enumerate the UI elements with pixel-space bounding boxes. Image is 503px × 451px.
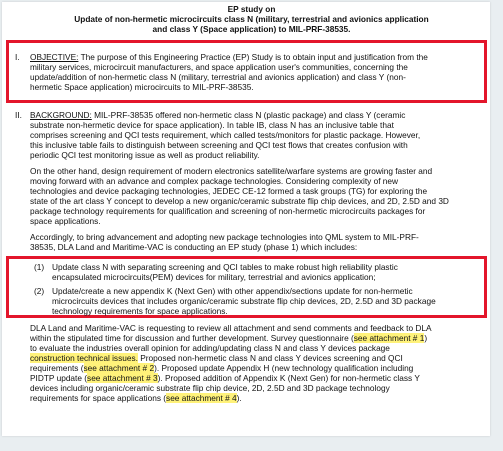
item-2-line-2: microcircuits devices that includes organic/ceramic substrate flip chip devices, 2D, 2.5D and 3D package [52, 296, 436, 306]
background-line-1: BACKGROUND: MIL-PRF-38535 offered non-hermetic class N (plastic package) and class Y (ceramic [30, 110, 406, 120]
closing-line-4: construction technical issues. Proposed non-hermetic class N and class Y devices screening and QCI [30, 353, 403, 363]
closing-line-8: requirements for space applications (see attachment # 4). [30, 393, 242, 403]
background-heading: BACKGROUND: [30, 110, 92, 120]
background-p3-line-1: Accordingly, to bring advancement and adopting new package technologies into QML system to MIL-PRF- [30, 232, 419, 242]
attachment-4-ref: see attachment # 4 [166, 393, 237, 403]
closing-line-1: DLA Land and Maritime-VAC is requesting to review all attachment and send comments and feedback to DLA [30, 323, 432, 333]
background-line-3: comprises screening and QCI tests requirement, which called tests/monitors for plastic package. However, [30, 130, 421, 140]
background-line-5: periodic QCI test monitoring issue as well as product reliability. [30, 150, 260, 160]
objective-line-3: update/addition of non-hermetic class N (military, terrestrial and avionics application) and class Y (non- [30, 72, 406, 82]
background-p2-line-2: moving forward with an advance and complex package technologies. Considering complexity of new [30, 176, 399, 186]
attachment-3-ref: see attachment # 3 [87, 373, 158, 383]
background-numeral: II. [15, 110, 22, 120]
background-line-4: this inclusive table fails to distinguish between screening and QCI test flows that creates confusion with [30, 140, 408, 150]
item-2-number: (2) [34, 286, 45, 296]
objective-line-2: military services, microcircuit manufacturers, and space application user's communities, concerning the [30, 62, 408, 72]
objective-heading: OBJECTIVE: [30, 52, 79, 62]
attachment-2-ref: see attachment # 2 [83, 363, 155, 373]
closing-line-2: within the stipulated time for discussion and further development. Survey questionnaire (see attachment # 1) [30, 333, 428, 343]
objective-numeral: I. [15, 52, 20, 62]
background-p2-line-3: technologies and device packaging technologies, JEDEC CE-12 formed a task groups (TG) for exploring the [30, 186, 428, 196]
background-line-2: substrate non-hermetic device for space application). In table IB, class N has an inclusive table that [30, 120, 394, 130]
closing-line-5: requirements (see attachment # 2). Proposed update Appendix H (new technology qualification including [30, 363, 414, 373]
closing-line-6: PIDTP update (see attachment # 3). Proposed addition of Appendix K (Next Gen) for non-hermetic class Y [30, 373, 420, 383]
technical-issues-highlight: construction technical issues. [30, 353, 138, 363]
closing-line-3: to evaluate the industries overall opinion for adding/updating class N and class Y devices package [30, 343, 390, 353]
objective-line-1: OBJECTIVE: The purpose of this Engineering Practice (EP) Study is to obtain input and justification from the [30, 52, 428, 62]
item-2-line-3: technology requirements for space applications. [52, 306, 228, 316]
background-p2-line-6: space applications. [30, 216, 101, 226]
objective-line-4: hermetic Space application) microcircuits to MIL-PRF-38535. [30, 82, 254, 92]
item-2-line-1: Update/create a new appendix K (Next Gen) with other appendix/sections update for non-hermetic [52, 286, 413, 296]
attachment-1-ref: see attachment # 1 [353, 333, 425, 343]
title-line-2: Update of non-hermetic microcircuits class N (military, terrestrial and avionics application [74, 14, 429, 24]
item-1-number: (1) [34, 262, 45, 272]
title-line-3: and class Y (Space application) to MIL-PRF-38535. [152, 24, 351, 34]
background-p3-line-2: 38535, DLA Land and Maritime-VAC is conducting an EP study (phase 1) which includes: [30, 242, 358, 252]
closing-line-7: devices including organic/ceramic substrate flip chip device, 2D, 2.5D and 3D package technology [30, 383, 390, 393]
title-line-1: EP study on [227, 4, 276, 14]
background-p2-line-1: On the other hand, design requirement of modern electronics satellite/warfare systems are growing faster and [30, 166, 433, 176]
item-1-line-1: Update class N with separating screening and QCI tables to make robust high reliability plastic [52, 262, 398, 272]
background-p2-line-5: package technology requirements for qualification and screening of non-hermetic microcircuits packages for [30, 206, 426, 216]
background-p2-line-4: state of the art class Y concept to develop a new organic/ceramic substrate flip chip devices, and 2D, 2.5D and 3D [30, 196, 449, 206]
item-1-line-2: encapsulated microcircuits(PEM) devices for military, terrestrial and avionics application; [52, 272, 376, 282]
